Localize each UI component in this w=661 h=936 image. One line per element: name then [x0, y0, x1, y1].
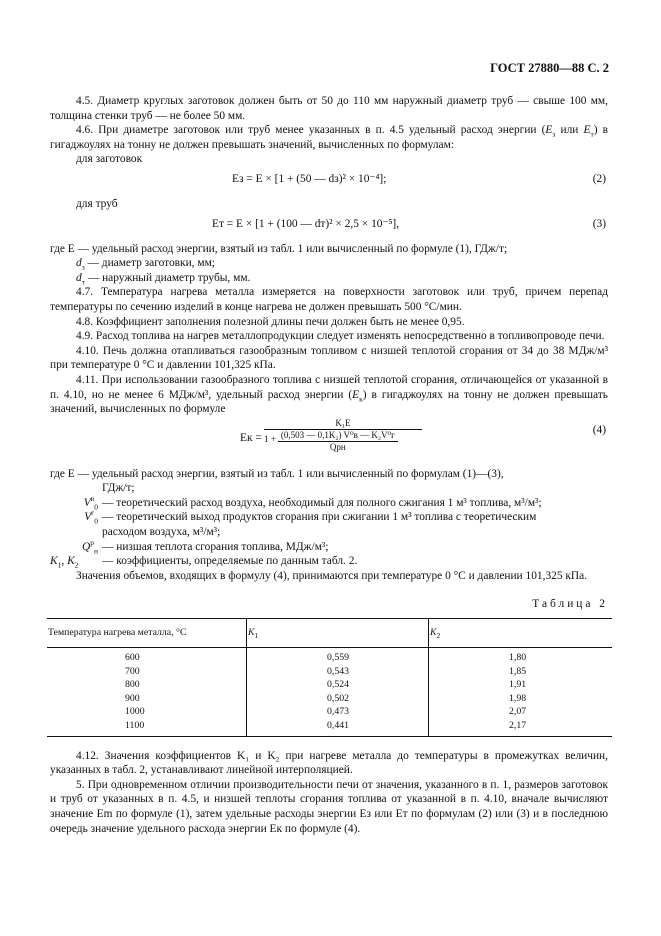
- clause-4-10: 4.10. Печь должна отапливаться газообразным топливом с низшей теплотой сгорания от 34 до 38 МДж/м³ при температуре 0 °С и давлении 101,325 кПа.: [50, 344, 608, 372]
- clause-4-8: 4.8. Коэффициент заполнения полезной длины печи должен быть не менее 0,95.: [76, 315, 465, 328]
- table-header-k2: $K_2$: [429, 619, 613, 648]
- formula-4-numerator: K₁E: [264, 418, 422, 430]
- clause-4-6: 4.6. При диаметре заготовок или труб менее указанных в п. 4.5 удельный расход энергии ($E_з$ или $E_т$) в гигаджоулях на тонну не должен превышать значений, вычисленных по формулам:: [50, 124, 609, 151]
- where-e-definition: где E — удельный расход энергии, взятый из табл. 1 или вычисленный по формуле (1), ГДж/т;: [50, 242, 508, 255]
- q-definition: $Q^р_н$ — низшая теплота сгорания топлива, МДж/м³;: [82, 537, 329, 555]
- table-row: [47, 692, 612, 706]
- formula-4-definitions: [50, 467, 608, 569]
- table-row: [47, 648, 612, 665]
- dz-definition: $d_з$ — диаметр заготовки, мм;: [76, 257, 215, 272]
- formula-2-number: (2): [592, 172, 606, 185]
- temperature-cell: 700: [125, 665, 140, 677]
- k1-cell: 0,524: [247, 678, 429, 692]
- table-header-temperature: Температура нагрева металла, °С: [47, 619, 247, 648]
- label-for-billets: для заготовок: [76, 153, 143, 166]
- clause-4-11: 4.11. При использовании газообразного топлива с низшей теплотой сгорания, отличающейся от указанной в п. 4.10, но не менее 6 МДж/м³, удельный расход энергии $(E_к)$ в гигаджоулях на тонну не должен превышать значений, вычисленных по формуле: [50, 373, 608, 416]
- k1-cell: 0,559: [247, 648, 429, 665]
- page-header: ГОСТ 27880—88 С. 2: [490, 61, 609, 75]
- k-definition: $K_1$, $K_2$ — коэффициенты, определяемые по данным табл. 2.: [50, 555, 358, 570]
- k1-cell: 0,502: [247, 692, 429, 706]
- formula-4-row: [50, 417, 608, 461]
- temperature-cell: 1000: [125, 706, 145, 718]
- where-e-definition-2: где E — удельный расход энергии, взятый из табл. 1 или вычисленный по формулам (1)—(3),: [50, 467, 504, 480]
- k1-cell: 0,441: [247, 719, 429, 736]
- clause-5: 5. При одновременном отличии производительности печи от значения, указанного в п. 1, размеров заготовок и труб от указанных в п. 4.5, и низшей теплоты сгорания топлива от указанной в п. 4.10, вначале вычисляют значение Em по формуле (1), затем удельные расходы энергии Eз или Eт по формулам (2) или (3) и в последнюю очередь значение удельного расхода энергии Eк по формуле (4).: [50, 778, 608, 835]
- temperature-cell: 1100: [47, 719, 247, 736]
- table-row: [47, 719, 612, 736]
- k2-cell: 1,91: [429, 678, 613, 692]
- formula-4-fraction: [264, 418, 422, 453]
- clause-4-9: 4.9. Расход топлива на нагрев металлопродукции следует изменять непосредственно в топливопроводе печи.: [76, 330, 605, 343]
- vv-definition: $V^в_0$ — теоретический расход воздуха, необходимый для полного сжигания 1 м³ топлива, м³/м³;: [83, 494, 542, 512]
- k2-cell: 2,17: [429, 719, 613, 736]
- table-header-k1: $K_1$: [247, 619, 429, 648]
- k1-cell: 0,543: [247, 665, 429, 679]
- formula-4-denominator: 1 + (0,503 — 0,1K₂) V⁰в — K₂V⁰г Qрн: [264, 430, 422, 453]
- clause-4-12: 4.12. Значения коэффициентов K₁ и K₂ при нагреве металла до температуры в промежутках величин, указанных в табл. 2, устанавливают линейной интерполяцией.: [50, 749, 608, 777]
- volumes-note: Значения объемов, входящих в формулу (4), принимаются при температуре 0 °С и давлении 101,325 кПа.: [76, 569, 588, 582]
- formula-2: Eз = E × [1 + (50 — dз)² × 10⁻⁴];: [232, 172, 387, 185]
- vg-definition-cont: расходом воздуха, м³/м³;: [102, 526, 221, 539]
- k2-cell: 1,98: [429, 692, 613, 706]
- formula-2-row: [50, 167, 608, 193]
- clause-4-6-part1: 4.6. При диаметре заготовок или труб менее указанных в п. 4.5 удельный расход энергии (: [76, 124, 546, 137]
- dt-definition: $d_т$ — наружный диаметр трубы, мм.: [76, 271, 251, 287]
- k2-cell: 1,80: [429, 648, 613, 665]
- k1-cell: 0,473: [247, 705, 429, 719]
- formula-3-number: (3): [592, 217, 606, 230]
- formula-4-lhs: Eк =: [240, 431, 262, 444]
- table-2-caption: Таблица 2: [532, 598, 608, 611]
- formula-4-inner-numerator: (0,503 — 0,1K₂) V⁰в — K₂V⁰г: [278, 430, 398, 442]
- label-for-pipes: для труб: [76, 197, 118, 210]
- formula-3: Eт = E × [1 + (100 — dт)² × 2,5 × 10⁻⁵],: [212, 217, 400, 230]
- where-e-unit: ГДж/т;: [102, 482, 135, 495]
- k2-cell: 2,07: [429, 705, 613, 719]
- document-body: [50, 94, 608, 836]
- table-row: [47, 665, 612, 679]
- temperature-cell: 800: [125, 679, 140, 691]
- formula-4-inner-denominator: Qрн: [329, 441, 346, 452]
- clause-4-5: 4.5. Диаметр круглых заготовок должен быть от 50 до 110 мм наружный диаметр труб — свыше 100 мм, толщина стенки труб — не более 50 мм.: [50, 95, 608, 122]
- formula-3-row: [50, 212, 608, 238]
- vg-definition: $V^г_0$ — теоретический выход продуктов сгорания при сжигании 1 м³ топлива с теоретическим: [84, 508, 537, 526]
- table-row: [47, 705, 612, 719]
- temperature-cell: 900: [125, 692, 140, 704]
- table-2: [47, 618, 612, 737]
- k2-cell: 1,85: [429, 665, 613, 679]
- table-row: [47, 678, 612, 692]
- formula-4-number: (4): [592, 423, 606, 436]
- clause-4-7: 4.7. Температура нагрева металла измеряется на поверхности заготовок или труб, причем перепад температуры по сечению изделий в конце нагрева не должен превышать 500 °С/мин.: [50, 286, 608, 313]
- clause-4-6-part2: ) в гигаджоулях на тонну не должен превышать значений, вычисленных по формулам:: [50, 124, 609, 151]
- table-header-row: [47, 619, 612, 648]
- temperature-cell: 600: [125, 652, 140, 664]
